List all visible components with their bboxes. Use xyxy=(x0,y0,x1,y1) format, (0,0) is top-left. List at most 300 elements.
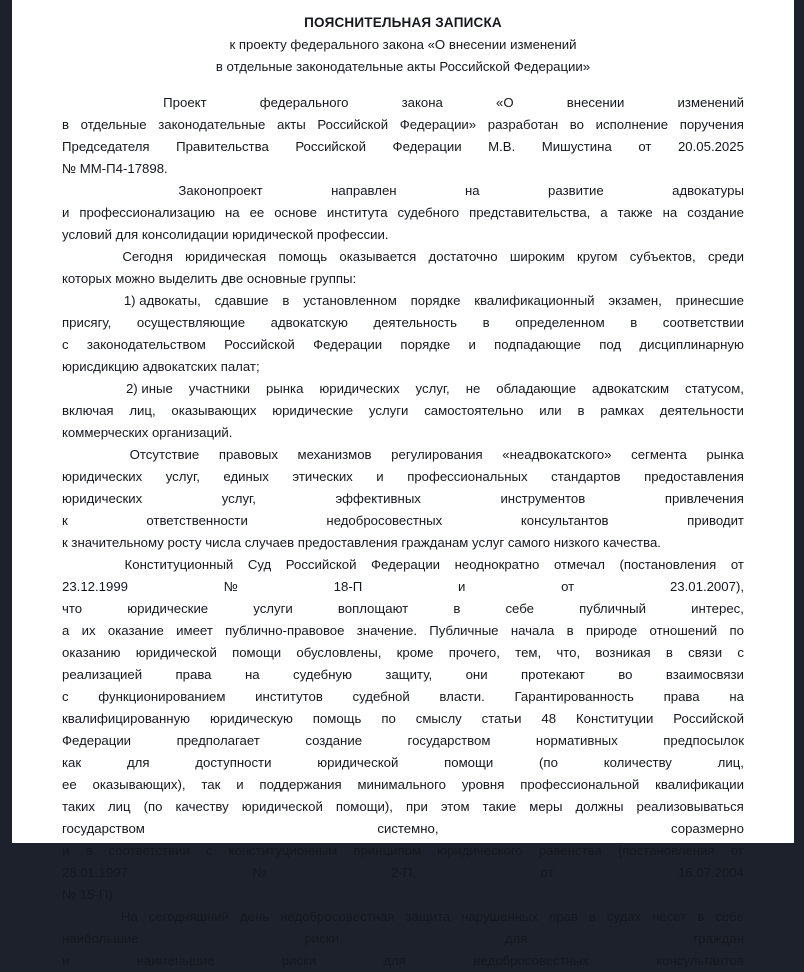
word: услуги xyxy=(253,601,293,616)
word: внесении xyxy=(566,95,625,110)
word: защиту, xyxy=(385,667,433,682)
word: в xyxy=(282,293,290,308)
first-line-indent xyxy=(62,246,110,268)
word: рынка xyxy=(706,447,744,462)
word: квалифицированную xyxy=(62,711,191,726)
word: что xyxy=(62,601,83,616)
word: деятельности xyxy=(659,403,744,418)
word: соразмерно xyxy=(671,821,744,836)
word: (по xyxy=(539,755,558,770)
word: от xyxy=(561,579,575,594)
word: от xyxy=(638,139,652,154)
word: Российской xyxy=(285,557,357,572)
text-line xyxy=(62,356,744,378)
word: эффективных xyxy=(335,491,421,506)
word: № ММ-П4-17898. xyxy=(62,161,168,176)
word: судебную xyxy=(293,667,352,682)
word: юридических xyxy=(62,469,143,484)
word: правовых xyxy=(218,447,278,462)
word: публичный xyxy=(579,601,646,616)
text-line xyxy=(62,290,744,312)
word: юридического xyxy=(437,843,523,858)
word: смыслу xyxy=(415,711,462,726)
word: законодательством xyxy=(86,337,206,352)
word: в xyxy=(588,909,596,924)
word: деятельность xyxy=(373,315,458,330)
word: подпадающие xyxy=(494,337,581,352)
text-line xyxy=(62,752,744,774)
word: среди xyxy=(707,249,744,264)
paragraph-container xyxy=(62,92,744,968)
word: оказывается xyxy=(339,249,417,264)
word: 2) иные xyxy=(125,381,173,396)
word: взаимосвязи xyxy=(665,667,744,682)
word: помощи xyxy=(444,755,494,770)
text-line xyxy=(62,576,744,598)
word: закона xyxy=(401,95,443,110)
word: наибольшие xyxy=(62,931,139,946)
word: неоднократно xyxy=(454,557,540,572)
text-line xyxy=(62,708,744,730)
word: судебного xyxy=(397,205,460,220)
word: № xyxy=(252,865,267,880)
word: от xyxy=(730,843,744,858)
word: Федерации xyxy=(371,557,441,572)
word: реализацией xyxy=(62,667,143,682)
word: отмечал xyxy=(553,557,605,572)
word: риски xyxy=(281,953,317,968)
text-line xyxy=(62,180,744,202)
paragraph xyxy=(62,554,744,906)
word: Мишустина xyxy=(541,139,612,154)
word: равенства xyxy=(538,843,602,858)
word: их xyxy=(81,623,96,638)
word: принесшие xyxy=(675,293,744,308)
word: меры xyxy=(529,799,563,814)
word: которых можно выделить две основные группы: xyxy=(62,271,357,286)
word: что, xyxy=(556,645,581,660)
word: акты xyxy=(277,117,306,132)
word: адвокатуры xyxy=(672,183,744,198)
word: на xyxy=(225,205,240,220)
word: граждан xyxy=(693,931,744,946)
word: оказание xyxy=(107,623,164,638)
word: условий для консолидации юридической профессии. xyxy=(62,227,389,242)
word: институтов xyxy=(255,689,323,704)
word: 23.01.2007), xyxy=(669,579,744,594)
word: 18-П xyxy=(333,579,363,594)
text-line xyxy=(62,906,744,928)
word: кругом xyxy=(576,249,618,264)
word: себе xyxy=(505,601,534,616)
word: услуги xyxy=(368,403,409,418)
word: разработан xyxy=(487,117,559,132)
word: в xyxy=(665,645,673,660)
text-line xyxy=(62,202,744,224)
word: к xyxy=(62,513,68,528)
word: и xyxy=(62,205,70,220)
text-line xyxy=(62,92,744,114)
paragraph xyxy=(62,444,744,554)
word: день xyxy=(239,909,270,924)
word: системно, xyxy=(377,821,439,836)
word: помощи xyxy=(232,645,282,660)
word: юридической xyxy=(317,755,399,770)
word: стандартов xyxy=(551,469,621,484)
text-line xyxy=(62,510,744,532)
word: 2-П, xyxy=(391,865,416,880)
text-line xyxy=(62,532,744,554)
text-line xyxy=(62,818,744,840)
word: в xyxy=(697,909,705,924)
word: количеству xyxy=(603,755,672,770)
word: (по xyxy=(143,799,163,814)
word: для xyxy=(504,931,528,946)
word: предоставления xyxy=(644,469,744,484)
word: адвокатскую xyxy=(270,315,348,330)
word: регулирования xyxy=(391,447,483,462)
word: привлечения xyxy=(664,491,744,506)
text-line xyxy=(62,928,744,950)
word: помощь xyxy=(312,711,362,726)
word: создание xyxy=(687,205,744,220)
first-line-indent xyxy=(62,554,110,576)
word: права xyxy=(663,689,700,704)
word: Проект xyxy=(163,95,207,110)
word: с xyxy=(62,689,69,704)
text-line xyxy=(62,774,744,796)
word: кроме xyxy=(396,645,434,660)
word: квалификации xyxy=(655,777,744,792)
word: Суд xyxy=(247,557,272,572)
word: имеет xyxy=(176,623,213,638)
word: 28.01.1997 xyxy=(62,865,129,880)
document-subtitle-line-1: к проекту федерального закона «О внесении изменений xyxy=(229,37,577,52)
text-line xyxy=(62,158,744,180)
word: оказывающих xyxy=(171,403,257,418)
word: на xyxy=(244,667,260,682)
word: соответствии xyxy=(662,315,744,330)
word: «О xyxy=(496,95,514,110)
word: Конституции xyxy=(576,711,654,726)
word: по xyxy=(381,711,396,726)
word: На xyxy=(120,909,138,924)
word: также xyxy=(617,205,653,220)
word: сегодняшний xyxy=(148,909,230,924)
word: предпосылок xyxy=(663,733,744,748)
word: приводит xyxy=(687,513,744,528)
word: в xyxy=(62,117,70,132)
text-line xyxy=(62,642,744,664)
word: Сегодня xyxy=(122,249,173,264)
word: начала xyxy=(510,623,555,638)
word: уровня xyxy=(461,777,505,792)
word: экзамен, xyxy=(608,293,662,308)
text-line xyxy=(62,796,744,818)
word: лиц xyxy=(107,799,131,814)
word: принципом xyxy=(353,843,421,858)
first-line-indent xyxy=(62,378,110,400)
word: № 15-П). xyxy=(62,887,117,902)
word: на xyxy=(662,205,678,220)
word: и xyxy=(236,777,244,792)
text-line xyxy=(62,378,744,400)
word: обусловлены, xyxy=(296,645,382,660)
text-line xyxy=(62,488,744,510)
word: несет xyxy=(652,909,687,924)
paragraph xyxy=(62,378,744,444)
word: М.В. xyxy=(488,139,516,154)
word: механизмов xyxy=(297,447,372,462)
word: государством xyxy=(407,733,491,748)
word: на xyxy=(729,689,744,704)
word: сдавшие xyxy=(214,293,269,308)
word: федерального xyxy=(259,95,349,110)
word: при xyxy=(405,799,428,814)
word: судах xyxy=(606,909,642,924)
word: воплощают xyxy=(337,601,409,616)
word: направлен xyxy=(331,183,397,198)
document-body xyxy=(62,0,744,968)
word: в xyxy=(453,601,461,616)
paragraph xyxy=(62,180,744,246)
title-body-spacer xyxy=(62,78,744,92)
word: как xyxy=(62,755,82,770)
word: судебной xyxy=(352,689,410,704)
text-line xyxy=(62,730,744,752)
word: наименьшие xyxy=(136,953,215,968)
word: Законопроект xyxy=(178,183,263,198)
word: статьи xyxy=(481,711,522,726)
word: Федерации xyxy=(392,139,462,154)
word: профессионализацию xyxy=(79,205,216,220)
word: услуг, xyxy=(165,469,200,484)
word: субъектов, xyxy=(629,249,696,264)
word: услуг, xyxy=(221,491,256,506)
word: такие xyxy=(482,799,517,814)
text-line xyxy=(62,840,744,862)
word: самостоятельно xyxy=(424,403,524,418)
word: услуг, xyxy=(415,381,450,396)
word: поручения xyxy=(679,117,744,132)
word: недобросовестная xyxy=(280,909,395,924)
word: Российской xyxy=(295,139,367,154)
word: помощь xyxy=(278,249,328,264)
word: риски xyxy=(304,931,339,946)
word: отношений xyxy=(649,623,718,638)
word: 48 xyxy=(541,711,557,726)
word: доступности xyxy=(195,755,272,770)
first-line-indent xyxy=(62,444,110,466)
word: значение. xyxy=(356,623,417,638)
word: консультантов xyxy=(520,513,609,528)
word: связи xyxy=(688,645,723,660)
word: адвокатским xyxy=(592,381,670,396)
word: сегмента xyxy=(631,447,687,462)
word: (постановления xyxy=(619,557,717,572)
word: юрисдикцию адвокатских палат; xyxy=(62,359,260,374)
word: определенном xyxy=(515,315,605,330)
word: нормативных xyxy=(535,733,618,748)
word: поддержания xyxy=(259,777,342,792)
paragraph xyxy=(62,92,744,180)
word: в xyxy=(577,403,585,418)
word: недобросовестных xyxy=(473,953,590,968)
word: 1) адвокаты, xyxy=(123,293,201,308)
text-line xyxy=(62,620,744,642)
word: таких xyxy=(62,799,95,814)
word: профессиональной xyxy=(520,777,640,792)
text-line xyxy=(62,554,744,576)
word: государством xyxy=(62,821,145,836)
first-line-indent xyxy=(62,906,110,928)
text-line xyxy=(62,598,744,620)
word: для xyxy=(126,755,150,770)
text-line xyxy=(62,136,744,158)
word: прочего, xyxy=(448,645,500,660)
word: с xyxy=(205,843,213,858)
word: 23.12.1999 xyxy=(62,579,129,594)
word: Конституционный xyxy=(124,557,234,572)
text-line xyxy=(62,334,744,356)
text-line xyxy=(62,444,744,466)
word: юридическая xyxy=(185,249,267,264)
word: функционированием xyxy=(98,689,226,704)
word: порядке xyxy=(400,337,451,352)
word: Федерации» xyxy=(399,117,477,132)
text-line xyxy=(62,224,744,246)
word: Федерации xyxy=(62,733,132,748)
word: и xyxy=(62,953,70,968)
word: юридических xyxy=(62,491,143,506)
word: для xyxy=(383,953,406,968)
word: а xyxy=(600,205,608,220)
first-line-indent xyxy=(62,92,110,114)
word: достаточно xyxy=(428,249,498,264)
paragraph xyxy=(62,906,744,968)
word: Председателя xyxy=(62,139,150,154)
word: власти. xyxy=(439,689,485,704)
word: Отсутствие xyxy=(129,447,200,462)
text-line xyxy=(62,400,744,422)
word: в xyxy=(85,843,93,858)
word: оказывающих), xyxy=(92,777,186,792)
word: квалификационный xyxy=(474,293,595,308)
word: ее xyxy=(249,205,265,220)
word: отдельные xyxy=(80,117,147,132)
word: рамках xyxy=(600,403,644,418)
word: или xyxy=(539,403,562,418)
word: конституционным xyxy=(228,843,338,858)
word: должны xyxy=(575,799,624,814)
word: «неадвокатского» xyxy=(502,447,612,462)
word: Правительства xyxy=(176,139,269,154)
word: ее xyxy=(62,777,77,792)
word: прав xyxy=(549,909,578,924)
text-line xyxy=(62,268,744,290)
document-subtitle-line-2: в отдельные законодательные акты Российской Федерации» xyxy=(215,59,591,74)
word: в xyxy=(630,315,638,330)
word: тем, xyxy=(515,645,542,660)
word: рынка xyxy=(265,381,304,396)
word: минимального xyxy=(357,777,446,792)
word: юридической xyxy=(241,799,323,814)
word: природе xyxy=(585,623,638,638)
word: обладающие xyxy=(496,381,577,396)
word: исполнение xyxy=(595,117,669,132)
word: недобросовестных xyxy=(326,513,443,528)
word: во xyxy=(618,667,633,682)
word: этом xyxy=(440,799,470,814)
word: и xyxy=(457,579,466,594)
word: дисциплинарную xyxy=(639,337,744,352)
document-page xyxy=(12,0,794,968)
word: юридические xyxy=(272,403,354,418)
word: 16.07.2004 xyxy=(677,865,744,880)
text-line xyxy=(62,664,744,686)
word: профессиональных xyxy=(407,469,528,484)
text-line xyxy=(62,114,744,136)
word: ответственности xyxy=(146,513,248,528)
word: так xyxy=(201,777,221,792)
word: консультантов xyxy=(656,953,744,968)
word: единых xyxy=(223,469,269,484)
text-line xyxy=(62,246,744,268)
word: юридическую xyxy=(210,711,293,726)
word: предполагает xyxy=(176,733,260,748)
word: соответствии xyxy=(108,843,190,858)
word: осуществляющие xyxy=(136,315,246,330)
text-line xyxy=(62,686,744,708)
word: Публичные xyxy=(429,623,499,638)
paragraph xyxy=(62,246,744,290)
word: Российской xyxy=(224,337,295,352)
word: участники xyxy=(188,381,250,396)
word: в xyxy=(482,315,490,330)
word: с xyxy=(737,645,744,660)
word: Федерации xyxy=(313,337,383,352)
word: № xyxy=(223,579,238,594)
word: во xyxy=(569,117,584,132)
word: протекают xyxy=(521,667,585,682)
word: коммерческих организаций. xyxy=(62,425,233,440)
word: помощи), xyxy=(335,799,393,814)
word: по xyxy=(729,623,744,638)
word: права xyxy=(175,667,212,682)
word: статусом, xyxy=(684,381,744,396)
word: не xyxy=(465,381,481,396)
word: юридические xyxy=(127,601,209,616)
word: этических xyxy=(292,469,353,484)
page-title: ПОЯСНИТЕЛЬНАЯ ЗАПИСКА xyxy=(304,15,502,30)
word: инструментов xyxy=(500,491,586,506)
word: законодательные xyxy=(158,117,266,132)
word: а xyxy=(62,623,70,638)
word: лиц, xyxy=(129,403,156,418)
word: широким xyxy=(509,249,565,264)
text-line xyxy=(62,466,744,488)
text-line xyxy=(62,422,744,444)
word: защита xyxy=(405,909,451,924)
word: представительства, xyxy=(469,205,591,220)
word: с xyxy=(62,337,69,352)
text-line xyxy=(62,884,744,906)
word: порядке xyxy=(410,293,461,308)
word: в xyxy=(566,623,574,638)
paragraph xyxy=(62,290,744,378)
text-line xyxy=(62,862,744,884)
word: юридической xyxy=(135,645,217,660)
